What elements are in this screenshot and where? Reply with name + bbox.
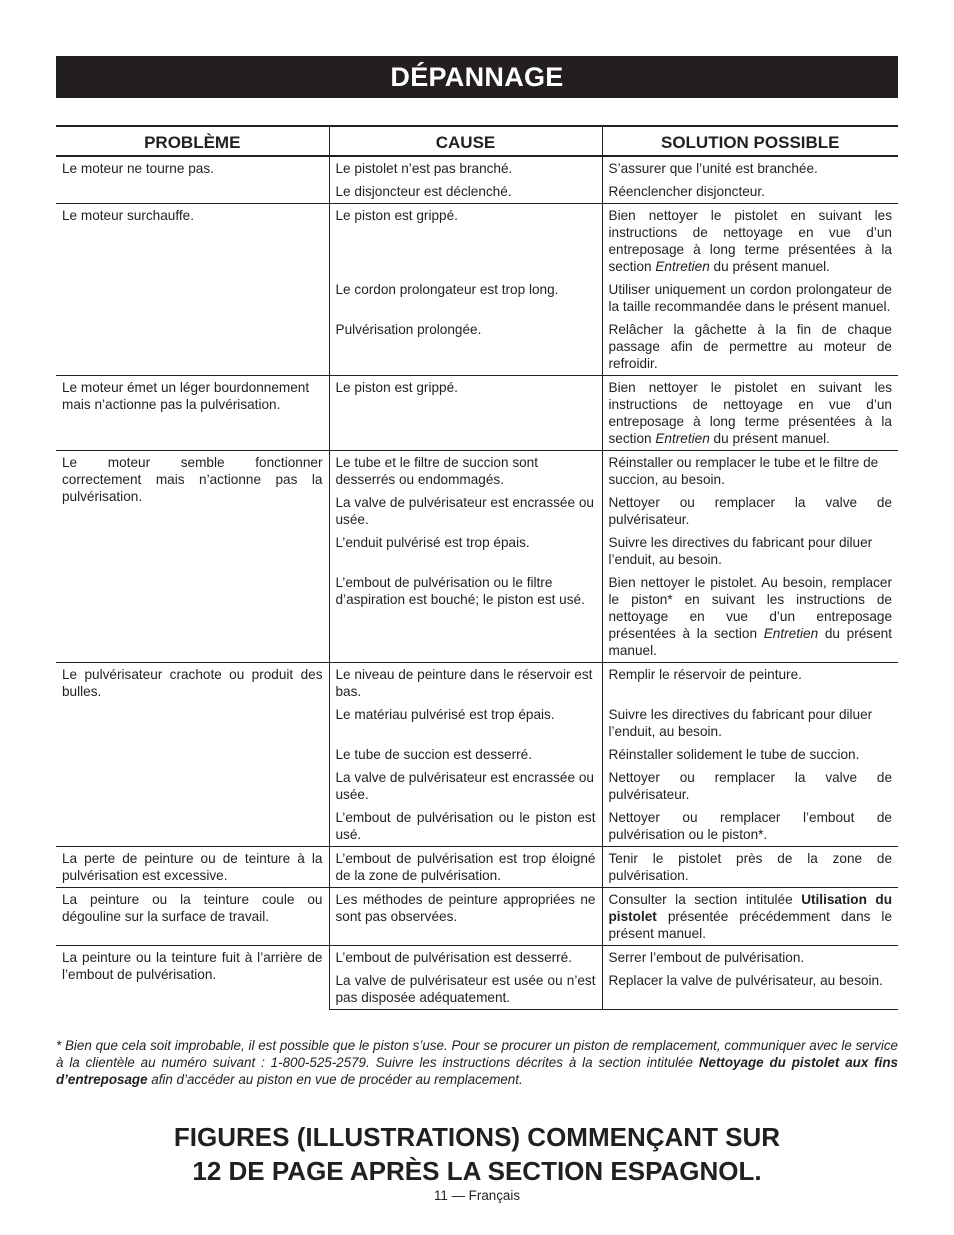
cause-cell: Pulvérisation prolongée. — [329, 318, 602, 376]
problem-cell: Le pulvérisateur crachote ou produit des bulles. — [56, 663, 329, 847]
table-row — [56, 946, 898, 970]
cause-cell: Le niveau de peinture dans le réservoir est bas. — [329, 663, 602, 704]
problem-cell: Le moteur émet un léger bourdonnement mais n’actionne pas la pulvérisation. — [56, 376, 329, 451]
solution-cell — [602, 571, 898, 663]
cause-cell: Le matériau pulvérisé est trop épais. — [329, 703, 602, 743]
solution-emphasis: Entretien — [763, 626, 819, 641]
solution-cell — [602, 204, 898, 279]
table-row — [56, 888, 898, 946]
cause-cell: La valve de pulvérisateur est encrassée ou usée. — [329, 766, 602, 806]
table-row — [56, 204, 898, 279]
column-header-problem: PROBLÈME — [56, 126, 329, 156]
cause-cell: Le tube de succion est desserré. — [329, 743, 602, 766]
solution-cell: Replacer la valve de pulvérisateur, au besoin. — [602, 969, 898, 1010]
solution-cell: Nettoyer ou remplacer l’embout de pulvérisation ou le piston*. — [602, 806, 898, 847]
solution-cell: Relâcher la gâchette à la fin de chaque passage afin de permettre au moteur de refroidir. — [602, 318, 898, 376]
solution-strong: Utilisation du pistolet — [608, 892, 892, 924]
solution-cell — [602, 888, 898, 946]
cause-cell: Le piston est grippé. — [329, 204, 602, 279]
solution-cell: Remplir le réservoir de peinture. — [602, 663, 898, 704]
solution-text: Bien nettoyer le pistolet en suivant les instructions de nettoyage en vue d’un entreposage à long terme présentées à la section — [608, 380, 892, 446]
solution-cell: Utiliser uniquement un cordon prolongateur de la taille recommandée dans le présent manuel. — [602, 278, 898, 318]
solution-text-tail: présentée précédemment dans le présent manuel. — [608, 909, 892, 941]
table-row — [56, 376, 898, 451]
table-row — [56, 847, 898, 888]
cause-cell: L’embout de pulvérisation ou le filtre d’aspiration est bouché; le piston est usé. — [329, 571, 602, 663]
problem-cell: La peinture ou la teinture coule ou dégouline sur la surface de travail. — [56, 888, 329, 946]
cause-cell: L’embout de pulvérisation est trop éloigné de la zone de pulvérisation. — [329, 847, 602, 888]
problem-cell: La peinture ou la teinture fuit à l’arrière de l’embout de pulvérisation. — [56, 946, 329, 1010]
cause-cell: Le piston est grippé. — [329, 376, 602, 451]
footnote-tail: afin d’accéder au piston en vue de procéder au remplacement. — [147, 1072, 523, 1087]
solution-emphasis: Entretien — [655, 431, 710, 446]
figures-notice-line-2: 12 DE PAGE APRÈS LA SECTION ESPAGNOL. — [192, 1156, 762, 1186]
figures-notice — [56, 1120, 898, 1188]
table-header-row — [56, 126, 898, 156]
problem-cell: Le moteur semble fonctionner correctement mais n’actionne pas la pulvérisation. — [56, 451, 329, 663]
cause-cell: La valve de pulvérisateur est encrassée ou usée. — [329, 491, 602, 531]
solution-cell: S’assurer que l’unité est branchée. — [602, 156, 898, 180]
solution-cell: Réinstaller solidement le tube de succion. — [602, 743, 898, 766]
cause-cell: L’embout de pulvérisation ou le piston est usé. — [329, 806, 602, 847]
solution-cell — [602, 376, 898, 451]
solution-text-tail: du présent manuel. — [709, 259, 830, 274]
solution-cell: Nettoyer ou remplacer la valve de pulvérisateur. — [602, 491, 898, 531]
solution-text: Bien nettoyer le pistolet. Au besoin, remplacer le piston* en suivant les instructions de nettoyage en vue d’un entreposage présentées à la section — [608, 575, 892, 641]
solution-cell: Réinstaller ou remplacer le tube et le filtre de succion, au besoin. — [602, 451, 898, 492]
table-row — [56, 663, 898, 704]
solution-cell: Suivre les directives du fabricant pour diluer l’enduit, au besoin. — [602, 703, 898, 743]
cause-cell: Le cordon prolongateur est trop long. — [329, 278, 602, 318]
footnote — [56, 1037, 898, 1088]
solution-cell: Nettoyer ou remplacer la valve de pulvérisateur. — [602, 766, 898, 806]
solution-text-tail: du présent manuel. — [709, 431, 830, 446]
problem-cell: Le moteur ne tourne pas. — [56, 156, 329, 204]
solution-cell: Serrer l’embout de pulvérisation. — [602, 946, 898, 970]
problem-cell: La perte de peinture ou de teinture à la pulvérisation est excessive. — [56, 847, 329, 888]
footnote-text: * Bien que cela soit improbable, il est possible que le piston s’use. Pour se procurer un piston de remplacement, communiquer avec le service à la clientèle au numéro suivant : 1-800-525-2579. Suivre les instructions décrites à la section intitulée — [56, 1038, 898, 1070]
solution-cell: Réenclencher disjoncteur. — [602, 180, 898, 204]
troubleshooting-table — [56, 125, 898, 1010]
problem-cell: Le moteur surchauffe. — [56, 204, 329, 376]
solution-text: Consulter la section intitulée — [608, 892, 802, 907]
cause-cell: La valve de pulvérisateur est usée ou n’est pas disposée adéquatement. — [329, 969, 602, 1010]
column-header-solution: SOLUTION POSSIBLE — [602, 126, 898, 156]
cause-cell: Le tube et le filtre de succion sont desserrés ou endommagés. — [329, 451, 602, 492]
solution-text: Bien nettoyer le pistolet en suivant les instructions de nettoyage en vue d’un entreposage à long terme présentées à la section — [608, 208, 892, 274]
solution-text-tail: du présent manuel. — [608, 626, 892, 658]
cause-cell: L’enduit pulvérisé est trop épais. — [329, 531, 602, 571]
column-header-cause: CAUSE — [329, 126, 602, 156]
cause-cell: Le disjoncteur est déclenché. — [329, 180, 602, 204]
page-number: 11 — Français — [433, 1188, 521, 1203]
solution-emphasis: Entretien — [655, 259, 710, 274]
footnote-strong: Nettoyage du pistolet aux fins d’entreposage — [56, 1055, 898, 1087]
table-row — [56, 451, 898, 492]
solution-cell: Suivre les directives du fabricant pour diluer l’enduit, au besoin. — [602, 531, 898, 571]
cause-cell: L’embout de pulvérisation est desserré. — [329, 946, 602, 970]
table-row — [56, 156, 898, 180]
cause-cell: Les méthodes de peinture appropriées ne sont pas observées. — [329, 888, 602, 946]
cause-cell: Le pistolet n’est pas branché. — [329, 156, 602, 180]
page-title: DÉPANNAGE — [56, 56, 898, 98]
figures-notice-line-1: FIGURES (ILLUSTRATIONS) COMMENÇANT SUR — [173, 1122, 781, 1152]
solution-cell: Tenir le pistolet près de la zone de pulvérisation. — [602, 847, 898, 888]
